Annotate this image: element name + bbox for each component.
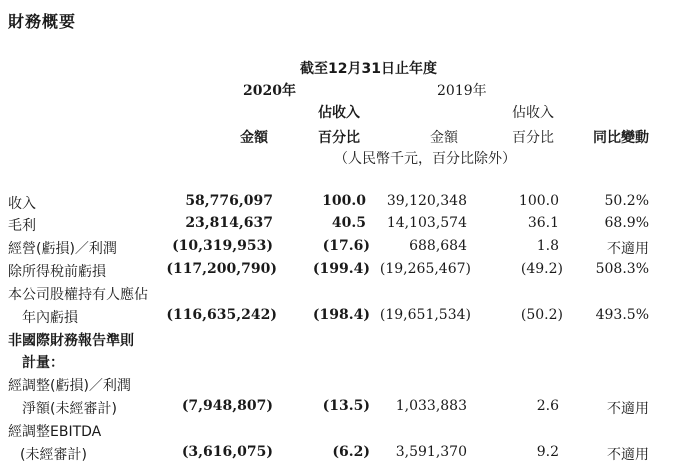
non-ifrs-heading-cont: 計量： [22,355,64,371]
pct-2020: (6.2) [332,444,370,460]
row-label-gross-profit: 毛利 [8,218,36,234]
amount-2020: 23,814,637 [185,215,273,231]
amount-2020: (3,616,075) [181,444,273,460]
row-label-loss-before-tax: 除所得稅前虧損 [8,264,106,280]
pct-2019: 36.1 [527,215,559,231]
amount-2019-header: 金額 [430,130,458,146]
row-label-adjusted-net-cont: 淨額(未經審計) [22,401,117,417]
row-label-adjusted-net: 經調整(虧損)／利潤 [8,378,131,394]
amount-2019: (19,265,467) [379,261,471,277]
amount-2019: 688,684 [409,238,467,254]
pct-2020: (13.5) [322,398,370,414]
yoy-change: 68.9% [604,215,649,231]
pct-2019: (49.2) [520,261,563,277]
row-label-loss-attributable: 本公司股權持有人應佔 [8,287,148,303]
pct-2019-header-line2: 百分比 [512,130,554,146]
yoy-change: 493.5% [595,307,649,323]
amount-2019: 3,591,370 [395,444,467,460]
pct-2020-header-line2: 百分比 [318,130,360,146]
pct-2020: 100.0 [322,193,366,209]
yoy-header: 同比變動 [593,130,649,146]
amount-2020: 58,776,097 [185,193,273,209]
amount-2019: 1,033,883 [395,398,467,414]
unit-note: （人民幣千元，百分比除外） [334,151,516,167]
yoy-change: 不適用 [607,447,649,463]
amount-2020: (7,948,807) [181,398,273,414]
period-header: 截至12月31日止年度 [300,61,437,77]
row-label-revenue: 收入 [8,196,36,212]
yoy-change: 508.3% [595,261,649,277]
amount-2019: 14,103,574 [386,215,467,231]
row-label-operating: 經營(虧損)／利潤 [8,241,117,257]
amount-2020-header: 金額 [240,130,268,146]
pct-2019-header-line1: 佔收入 [512,105,554,121]
yoy-change: 不適用 [607,241,649,257]
row-label-loss-attributable-cont: 年內虧損 [22,310,78,326]
pct-2019: (50.2) [520,307,563,323]
non-ifrs-heading: 非國際財務報告準則 [8,333,134,349]
amount-2020: (10,319,953) [172,238,273,254]
pct-2020: (199.4) [312,261,370,277]
pct-2020-header-line1: 佔收入 [318,105,360,121]
pct-2019: 9.2 [536,444,559,460]
pct-2019: 100.0 [518,193,559,209]
amount-2020: (116,635,242) [166,307,277,323]
row-label-adjusted-ebitda-cont: (未經審計) [20,447,87,463]
amount-2020: (117,200,790) [166,261,277,277]
amount-2019: (19,651,534) [379,307,471,323]
yoy-change: 不適用 [607,401,649,417]
pct-2020: 40.5 [331,215,366,231]
pct-2020: (17.6) [322,238,370,254]
pct-2020: (198.4) [312,307,370,323]
amount-2019: 39,120,348 [386,193,467,209]
pct-2019: 2.6 [536,398,559,414]
year-2019-header: 2019年 [437,83,487,99]
yoy-change: 50.2% [604,193,649,209]
pct-2019: 1.8 [536,238,559,254]
year-2020-header: 2020年 [243,83,296,99]
row-label-adjusted-ebitda: 經調整EBITDA [8,424,102,440]
page-title: 財務概要 [8,12,77,31]
